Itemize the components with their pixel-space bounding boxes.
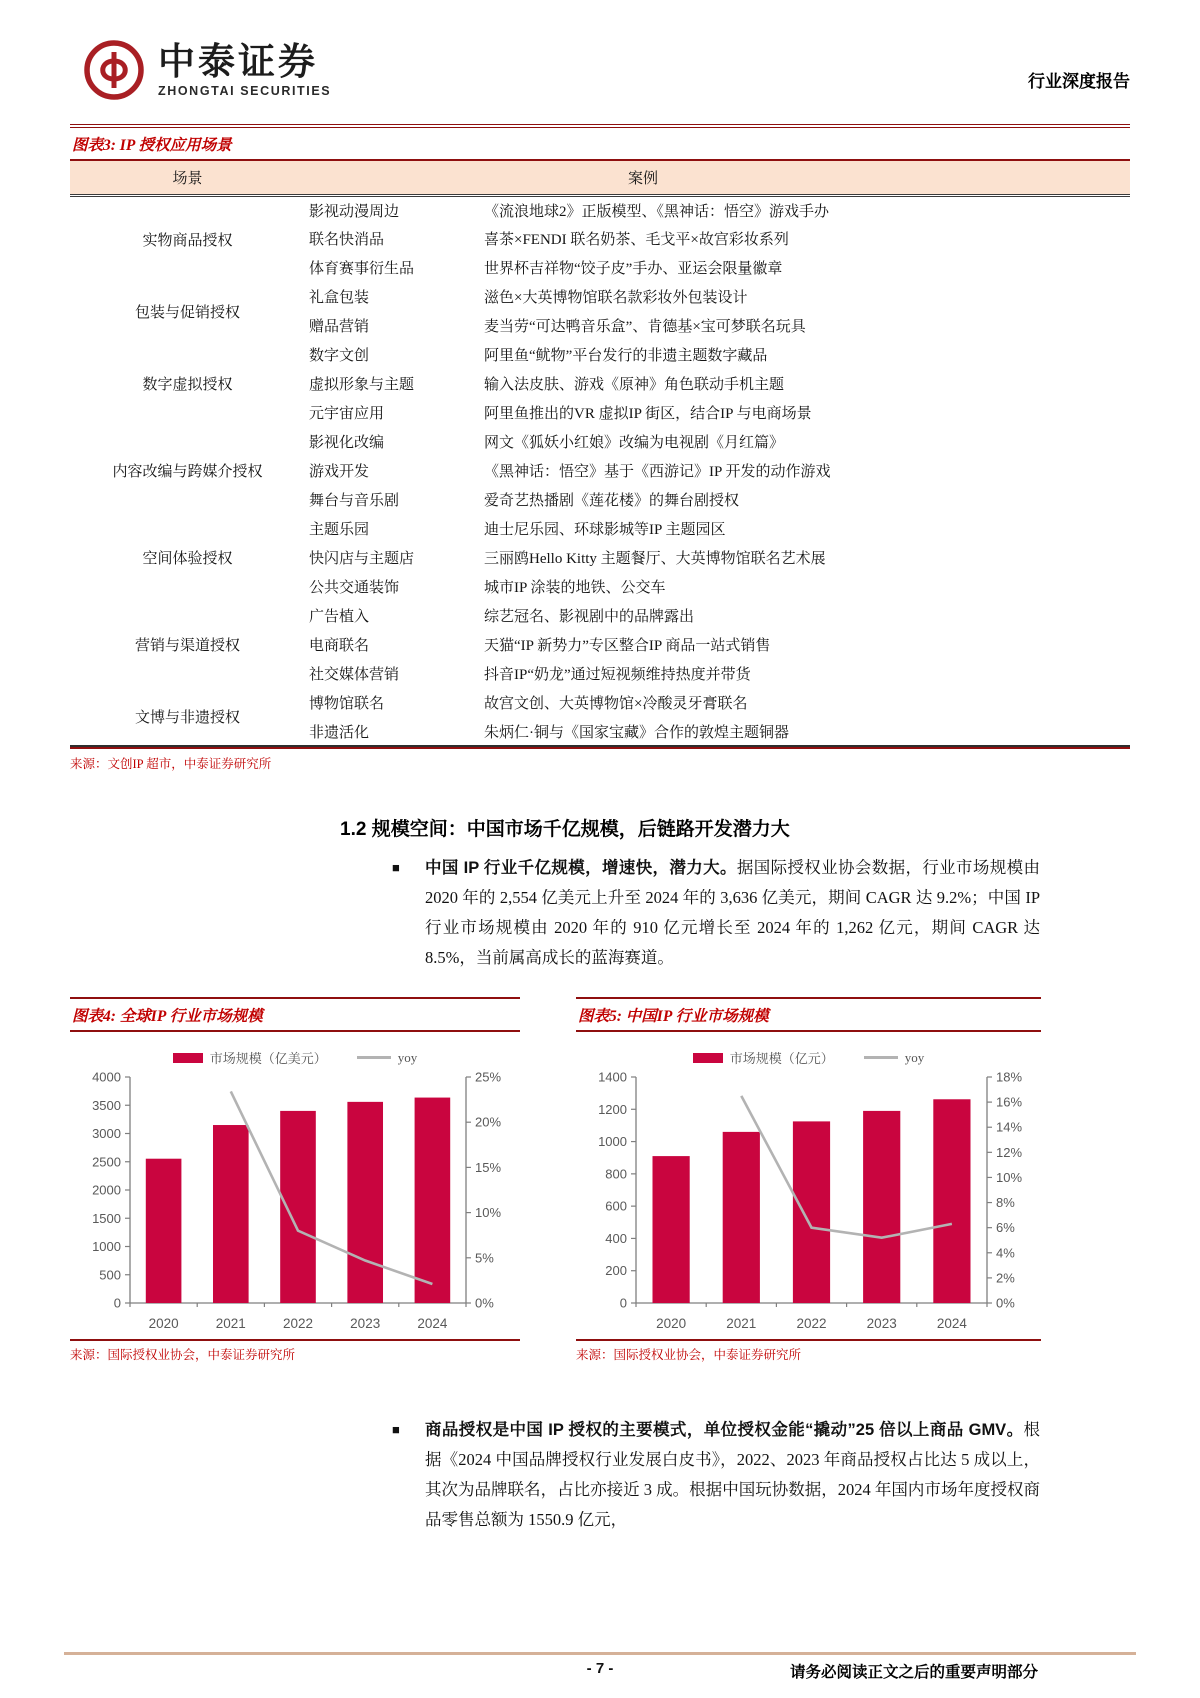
legend-bar-label: 市场规模（亿美元） bbox=[209, 1051, 327, 1066]
x-category-label: 2020 bbox=[148, 1316, 179, 1331]
table-row bbox=[70, 340, 1130, 369]
bar bbox=[863, 1111, 900, 1303]
left-tick-label: 800 bbox=[605, 1166, 627, 1182]
figure-4-title: 图表4: 全球IP 行业市场规模 bbox=[70, 997, 520, 1032]
figure-5-source: 来源：国际授权业协会，中泰证券研究所 bbox=[576, 1348, 802, 1362]
right-tick-label: 5% bbox=[475, 1250, 494, 1266]
scene-cell: 包装与促销授权 bbox=[134, 304, 240, 321]
case-cell: 网文《狐妖小红娘》改编为电视剧《月红篇》 bbox=[484, 435, 785, 451]
figure-5-title: 图表5: 中国IP 行业市场规模 bbox=[576, 997, 1041, 1032]
right-tick-label: 8% bbox=[996, 1195, 1015, 1211]
footer-rule bbox=[64, 1652, 1136, 1655]
case-cell: 朱炳仁·铜与《国家宝藏》合作的敦煌主题铜器 bbox=[484, 724, 789, 741]
col-header-case: 案例 bbox=[305, 161, 1130, 195]
legend-line-label: yoy bbox=[397, 1049, 418, 1065]
case-cell: 《流浪地球2》正版模型、《黑神话：悟空》游戏手办 bbox=[484, 203, 830, 220]
case-cell: 迪士尼乐园、环球影城等IP 主题园区 bbox=[484, 522, 726, 538]
zhongtai-logo-icon bbox=[82, 38, 146, 102]
x-category-label: 2024 bbox=[417, 1316, 448, 1331]
legend-item-bar bbox=[693, 1048, 834, 1067]
table-row bbox=[70, 601, 1130, 630]
x-category-label: 2020 bbox=[656, 1316, 687, 1331]
bar-swatch-icon bbox=[173, 1053, 203, 1063]
bar bbox=[146, 1159, 182, 1303]
left-tick-label: 2000 bbox=[92, 1182, 121, 1198]
figure-3-block bbox=[70, 124, 1130, 772]
figure-5-legend bbox=[576, 1048, 1041, 1067]
table-row bbox=[70, 282, 1130, 311]
bullet-square-icon: ■ bbox=[392, 1422, 400, 1437]
left-tick-label: 2500 bbox=[92, 1154, 121, 1170]
bar bbox=[652, 1156, 689, 1303]
x-category-label: 2022 bbox=[796, 1316, 827, 1331]
scene-cell: 内容改编与跨媒介授权 bbox=[112, 464, 263, 480]
subscene-cell: 虚拟形象与主题 bbox=[309, 377, 415, 393]
page-footer bbox=[70, 1660, 1130, 1686]
subscene-cell: 数字文创 bbox=[309, 348, 370, 364]
left-tick-label: 3000 bbox=[92, 1126, 121, 1141]
subscene-cell: 博物馆联名 bbox=[309, 696, 385, 712]
x-category-label: 2024 bbox=[936, 1316, 967, 1331]
right-tick-label: 15% bbox=[475, 1159, 502, 1175]
legend-item-bar bbox=[173, 1048, 327, 1067]
figure-4-block bbox=[70, 997, 520, 1363]
china-ip-market-chart bbox=[576, 1067, 1041, 1339]
left-tick-label: 1000 bbox=[598, 1134, 627, 1150]
right-tick-label: 25% bbox=[475, 1069, 502, 1085]
scene-cell: 营销与渠道授权 bbox=[134, 638, 240, 654]
report-type-label: 行业深度报告 bbox=[1028, 72, 1130, 91]
case-cell: 抖音IP“奶龙”通过短视频维持热度并带货 bbox=[484, 667, 751, 683]
page-number: - 7 - bbox=[586, 1660, 614, 1677]
figure-3-title: 图表3: IP 授权应用场景 bbox=[70, 128, 1130, 161]
right-tick-label: 0% bbox=[996, 1295, 1015, 1311]
bullet-2-lead: 商品授权是中国 IP 授权的主要模式，单位授权金能“撬动”25 倍以上商品 GMV。 bbox=[425, 1421, 1024, 1439]
left-tick-label: 1000 bbox=[92, 1239, 121, 1254]
subscene-cell: 影视动漫周边 bbox=[309, 203, 400, 220]
left-tick-label: 3500 bbox=[92, 1097, 121, 1113]
right-tick-label: 12% bbox=[996, 1144, 1023, 1160]
bullet-1-lead: 中国 IP 行业千亿规模，增速快，潜力大。 bbox=[425, 859, 737, 877]
case-cell: 滋色×大英博物馆联名款彩妆外包装设计 bbox=[484, 290, 748, 306]
bar bbox=[415, 1098, 451, 1303]
subscene-cell: 广告植入 bbox=[309, 609, 370, 625]
case-cell: 阿里鱼“鱿物”平台发行的非遗主题数字藏品 bbox=[484, 348, 768, 364]
case-cell: 三丽鸥Hello Kitty 主题餐厅、大英博物馆联名艺术展 bbox=[484, 551, 826, 567]
left-tick-label: 200 bbox=[605, 1263, 627, 1279]
left-tick-label: 400 bbox=[605, 1230, 627, 1246]
subscene-cell: 影视化改编 bbox=[309, 435, 385, 451]
scene-cell: 空间体验授权 bbox=[142, 551, 233, 567]
case-cell: 阿里鱼推出的VR 虚拟IP 街区，结合IP 与电商场景 bbox=[484, 406, 812, 422]
bar bbox=[723, 1132, 760, 1303]
subscene-cell: 快闪店与主题店 bbox=[309, 551, 415, 567]
figure-3-source: 来源：文创IP 超市，中泰证券研究所 bbox=[70, 757, 272, 771]
case-cell: 故宫文创、大英博物馆×冷酸灵牙膏联名 bbox=[484, 696, 748, 712]
scene-cell: 数字虚拟授权 bbox=[142, 377, 233, 393]
case-cell: 城市IP 涂装的地铁、公交车 bbox=[484, 580, 666, 596]
legend-line-label: yoy bbox=[904, 1049, 925, 1065]
subscene-cell: 公共交通装饰 bbox=[309, 580, 400, 596]
scene-cell: 文博与非遗授权 bbox=[134, 710, 240, 726]
subscene-cell: 体育赛事衍生品 bbox=[309, 261, 415, 277]
figure-5-bottom-rule bbox=[576, 1339, 1041, 1341]
left-tick-label: 1400 bbox=[598, 1069, 627, 1085]
table-row bbox=[70, 514, 1130, 543]
figure-3-bottom-rule bbox=[70, 747, 1130, 749]
figure-4-legend bbox=[70, 1048, 520, 1067]
case-cell: 天猫“IP 新势力”专区整合IP 商品一站式销售 bbox=[484, 638, 771, 654]
x-category-label: 2022 bbox=[282, 1316, 314, 1331]
yoy-line bbox=[231, 1091, 433, 1284]
case-cell: 《黑神话：悟空》基于《西游记》IP 开发的动作游戏 bbox=[484, 464, 831, 480]
subscene-cell: 社交媒体营销 bbox=[309, 667, 400, 683]
right-tick-label: 4% bbox=[996, 1245, 1015, 1261]
scene-cell: 实物商品授权 bbox=[142, 232, 233, 249]
ip-licensing-table bbox=[70, 161, 1130, 747]
subscene-cell: 主题乐园 bbox=[309, 522, 370, 538]
case-cell: 麦当劳“可达鸭音乐盒”、肯德基×宝可梦联名玩具 bbox=[484, 319, 806, 335]
bullet-paragraph-2 bbox=[390, 1415, 1040, 1535]
subscene-cell: 元宇宙应用 bbox=[309, 406, 385, 422]
x-category-label: 2023 bbox=[866, 1316, 897, 1331]
subscene-cell: 礼盒包装 bbox=[309, 290, 370, 306]
table-row bbox=[70, 688, 1130, 717]
table-row bbox=[70, 195, 1130, 224]
right-tick-label: 6% bbox=[996, 1220, 1015, 1236]
page-header bbox=[0, 0, 1200, 102]
right-tick-label: 20% bbox=[475, 1114, 502, 1130]
case-cell: 综艺冠名、影视剧中的品牌露出 bbox=[484, 609, 695, 625]
bullet-2-body: 根据《2024 中国品牌授权行业发展白皮书》，2022、2023 年商品授权占比达 5 成以上，其次为品牌联名，占比亦接近 3 成。根据中国玩协数据，2024 年国内市场年度授权商品零售总额为 1550.9 亿元， bbox=[425, 1420, 1040, 1529]
legend-item-line bbox=[357, 1050, 418, 1066]
legend-item-line bbox=[864, 1050, 925, 1066]
left-tick-label: 1200 bbox=[598, 1101, 627, 1117]
charts-row bbox=[70, 997, 1130, 1363]
bar bbox=[347, 1102, 383, 1303]
bullet-1-body: 据国际授权业协会数据，行业市场规模由 2020 年的 2,554 亿美元上升至 2024 年的 3,636 亿美元，期间 CAGR 达 9.2%；中国 IP 行业市场规模由 2020 年的 910 亿元增长至 2024 年的 1,262 亿元，期间 CAGR 达 8.5%，当前属高成长的蓝海赛道。 bbox=[425, 858, 1040, 967]
subscene-cell: 电商联名 bbox=[309, 638, 370, 654]
left-tick-label: 4000 bbox=[92, 1069, 121, 1085]
right-tick-label: 2% bbox=[996, 1270, 1015, 1286]
bar bbox=[213, 1125, 249, 1303]
right-tick-label: 0% bbox=[475, 1295, 494, 1311]
bar-swatch-icon bbox=[693, 1053, 723, 1063]
left-tick-label: 0 bbox=[113, 1295, 121, 1311]
case-cell: 喜茶×FENDI 联名奶茶、毛戈平×故宫彩妆系列 bbox=[484, 232, 789, 248]
case-cell: 世界杯吉祥物“饺子皮”手办、亚运会限量徽章 bbox=[484, 261, 783, 277]
figure-4-source: 来源：国际授权业协会，中泰证券研究所 bbox=[70, 1348, 296, 1362]
logo-subtitle: ZHONGTAI SECURITIES bbox=[158, 83, 332, 98]
legend-bar-label: 市场规模（亿元） bbox=[729, 1051, 834, 1066]
yoy-line bbox=[741, 1096, 952, 1238]
company-logo bbox=[82, 38, 331, 102]
bar bbox=[933, 1099, 970, 1303]
left-tick-label: 500 bbox=[99, 1267, 121, 1283]
figure-4-bottom-rule bbox=[70, 1339, 520, 1341]
section-heading: 1.2 规模空间：中国市场千亿规模，后链路开发潜力大 bbox=[340, 819, 790, 840]
right-tick-label: 10% bbox=[475, 1205, 502, 1221]
table-row bbox=[70, 427, 1130, 456]
bullet-square-icon: ■ bbox=[392, 860, 400, 875]
bar bbox=[793, 1121, 830, 1303]
x-category-label: 2023 bbox=[350, 1316, 381, 1331]
subscene-cell: 游戏开发 bbox=[309, 464, 370, 480]
right-tick-label: 10% bbox=[996, 1169, 1023, 1185]
right-tick-label: 16% bbox=[996, 1094, 1023, 1110]
x-category-label: 2021 bbox=[726, 1316, 757, 1331]
subscene-cell: 舞台与音乐剧 bbox=[309, 493, 400, 509]
col-header-scene: 场景 bbox=[70, 161, 305, 195]
left-tick-label: 0 bbox=[619, 1295, 627, 1311]
fig3-table-body bbox=[70, 195, 1130, 746]
case-cell: 爱奇艺热播剧《莲花楼》的舞台剧授权 bbox=[484, 493, 740, 509]
global-ip-market-chart bbox=[70, 1067, 520, 1339]
subscene-cell: 非遗活化 bbox=[309, 724, 370, 741]
case-cell: 输入法皮肤、游戏《原神》角色联动手机主题 bbox=[484, 377, 785, 393]
bullet-paragraph-1 bbox=[390, 853, 1040, 973]
subscene-cell: 赠品营销 bbox=[309, 319, 370, 335]
left-tick-label: 600 bbox=[605, 1198, 627, 1214]
figure-5-block bbox=[576, 997, 1041, 1363]
right-tick-label: 18% bbox=[996, 1069, 1023, 1085]
line-swatch-icon bbox=[864, 1056, 898, 1059]
subscene-cell: 联名快消品 bbox=[309, 232, 385, 248]
x-category-label: 2021 bbox=[215, 1316, 246, 1331]
logo-title: 中泰证券 bbox=[158, 40, 318, 82]
left-tick-label: 1500 bbox=[92, 1210, 121, 1226]
logo-text bbox=[158, 40, 332, 98]
right-tick-label: 14% bbox=[996, 1119, 1023, 1135]
line-swatch-icon bbox=[357, 1056, 391, 1059]
footer-disclaimer: 请务必阅读正文之后的重要声明部分 bbox=[789, 1664, 1038, 1681]
table-header-row bbox=[70, 161, 1130, 195]
